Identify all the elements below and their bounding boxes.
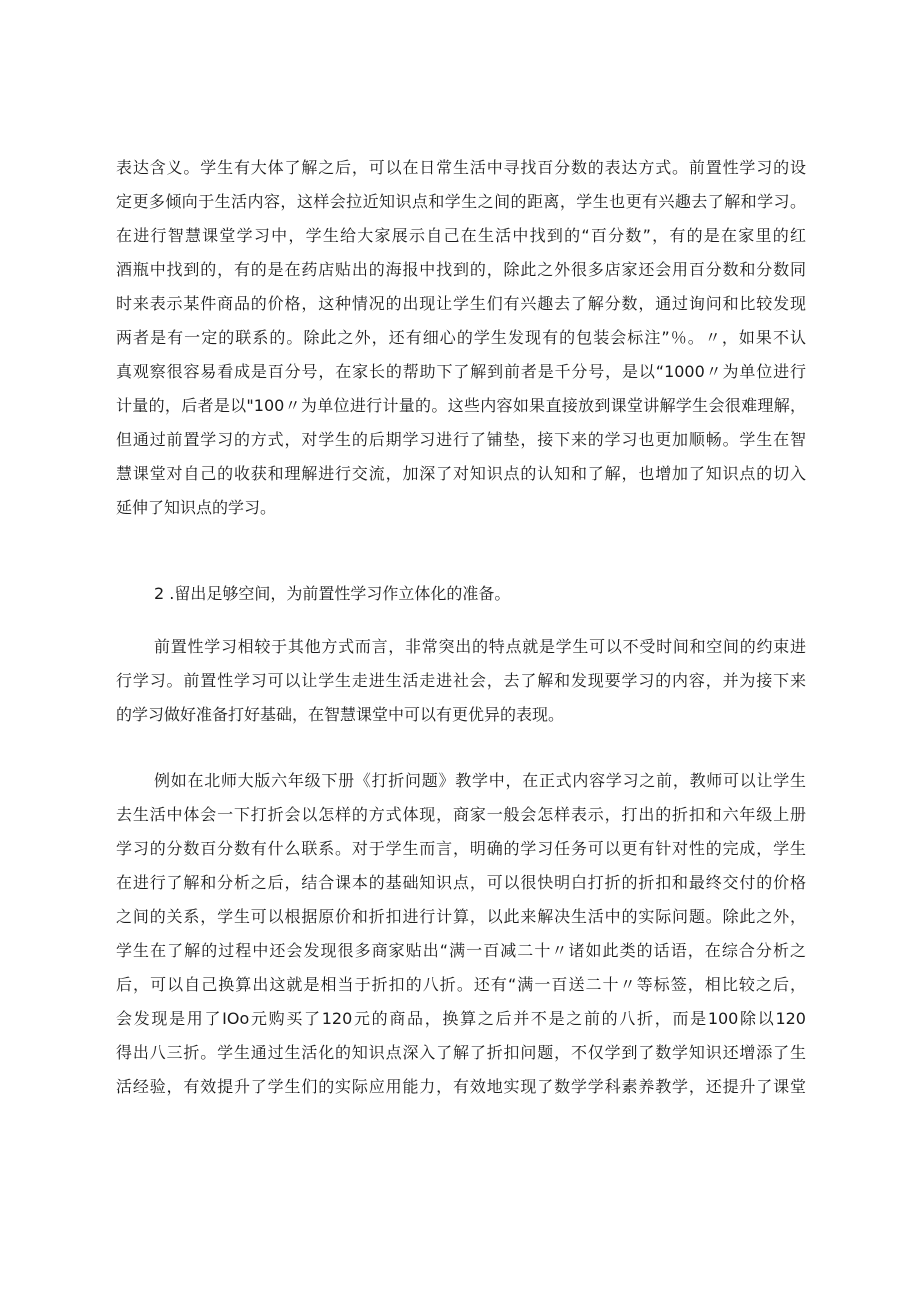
text-line: 慧课堂对自己的收获和理解进行交流，加深了对知识点的认知和了解，也增加了知识点的切入 [116, 464, 806, 483]
text-line: 真观察很容易看成是百分号，在家长的帮助下了解到前者是千分号，是以“1000〃为单位进行 [116, 362, 806, 381]
paragraph-example [116, 764, 806, 1104]
text-line: 表达含义。学生有大体了解之后，可以在日常生活中寻找百分数的表达方式。前置性学习的设 [116, 158, 806, 177]
text-line: 的学习做好准备打好基础，在智慧课堂中可以有更优异的表现。 [116, 705, 565, 724]
text-line: 定更多倾向于生活内容，这样会拉近知识点和学生之间的距离，学生也更有兴趣去了解和学习。 [116, 192, 806, 211]
text-line: 去生活中体会一下打折会以怎样的方式体现，商家一般会怎样表示，打出的折扣和六年级上册 [116, 805, 806, 824]
text-line: 在进行了解和分析之后，结合课本的基础知识点，可以很快明白打折的折扣和最终交付的价格 [116, 873, 806, 892]
text-line: 行学习。前置性学习可以让学生走进生活走进社会，去了解和发现要学习的内容，并为接下来 [116, 671, 806, 690]
text-line: 前置性学习相较于其他方式而言，非常突出的特点就是学生可以不受时间和空间的约束进 [154, 637, 806, 656]
text-line: 后，可以自己换算出这就是相当于折扣的八折。还有“满一百送二十〃等标签，相比较之后， [116, 975, 806, 994]
text-line: 得出八三折。学生通过生活化的知识点深入了解了折扣问题，不仅学到了数学知识还增添了生 [116, 1043, 806, 1062]
text-line: 例如在北师大版六年级下册《打折问题》教学中，在正式内容学习之前，教师可以让学生 [154, 771, 806, 790]
text-line: 在进行智慧课堂学习中，学生给大家展示自己在生活中找到的“百分数”，有的是在家里的红 [116, 226, 806, 245]
text-line: 活经验，有效提升了学生们的实际应用能力，有效地实现了数学学科素养教学，还提升了课堂 [116, 1077, 806, 1096]
text-line: 两者是有一定的联系的。除此之外，还有细心的学生发现有的包装会标注”％。〃，如果不认 [116, 328, 806, 347]
paragraph-preparation [116, 630, 806, 732]
text-line: 计量的，后者是以"100〃为单位进行计量的。这些内容如果直接放到课堂讲解学生会很难理解， [116, 396, 806, 415]
section-heading: 2 .留出足够空间，为前置性学习作立体化的准备。 [154, 584, 511, 603]
text-line: 学习的分数百分数有什么联系。对于学生而言，明确的学习任务可以更有针对性的完成，学生 [116, 839, 806, 858]
text-line: 但通过前置学习的方式，对学生的后期学习进行了铺垫，接下来的学习也更加顺畅。学生在智 [116, 430, 806, 449]
text-line: 之间的关系，学生可以根据原价和折扣进行计算，以此来解决生活中的实际问题。除此之外， [116, 907, 806, 926]
text-line: 酒瓶中找到的，有的是在药店贴出的海报中找到的，除此之外很多店家还会用百分数和分数同 [116, 260, 806, 279]
text-line: 延伸了知识点的学习。 [116, 498, 277, 517]
paragraph-intro [116, 151, 806, 525]
text-line: 会发现是用了IOo元购买了120元的商品，换算之后并不是之前的八折，而是100除以120 [116, 1009, 806, 1028]
text-line: 时来表示某件商品的价格，这种情况的出现让学生们有兴趣去了解分数，通过询问和比较发现 [116, 294, 806, 313]
text-line: 学生在了解的过程中还会发现很多商家贴出“满一百减二十〃诸如此类的话语，在综合分析之 [116, 941, 806, 960]
